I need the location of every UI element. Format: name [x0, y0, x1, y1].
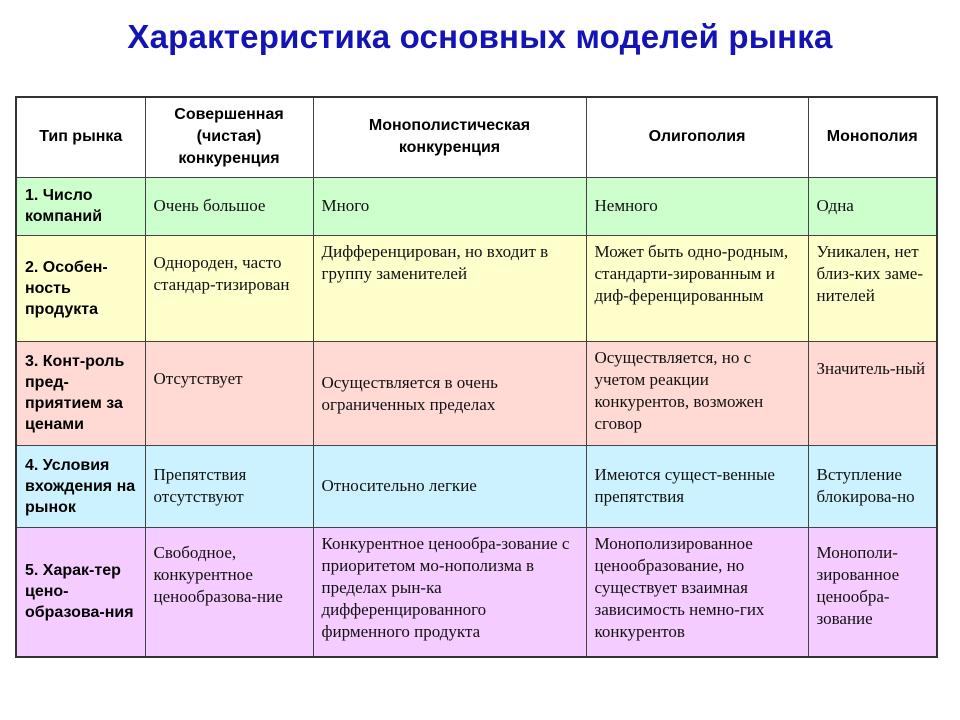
- row-label: 3. Конт-роль пред-приятием за ценами: [16, 341, 145, 445]
- row-label: 2. Особен-ность продукта: [16, 235, 145, 341]
- table-cell: Свободное, конкурентное ценообразова-ние: [145, 527, 313, 657]
- row-label: 4. Условия вхождения на рынок: [16, 445, 145, 527]
- header-monopoly: Монополия: [808, 97, 937, 177]
- page-title: Характеристика основных моделей рынка: [127, 18, 833, 55]
- table-cell: Монополизированное ценообразование, но существует взаимная зависимость немно-гих конкурентов: [586, 527, 808, 657]
- table-cell: Значитель-ный: [808, 341, 937, 445]
- table-row: [16, 235, 937, 341]
- table-cell: Уникален, нет близ-ких заме-нителей: [808, 235, 937, 341]
- row-label: 1. Число компаний: [16, 177, 145, 235]
- table-cell: Дифференцирован, но входит в группу заменителей: [313, 235, 586, 341]
- header-oligopoly: Олигополия: [586, 97, 808, 177]
- table-cell: Отсутствует: [145, 341, 313, 445]
- table-row: [16, 177, 937, 235]
- table-cell: Имеются сущест-венные препятствия: [586, 445, 808, 527]
- header-row: [16, 97, 937, 177]
- header-monopolistic-competition: Монополистическая конкуренция: [313, 97, 586, 177]
- table-cell: Одна: [808, 177, 937, 235]
- table-cell: Препятствия отсутствуют: [145, 445, 313, 527]
- table-cell: Относительно легкие: [313, 445, 586, 527]
- table-cell: Вступление блокирова-но: [808, 445, 937, 527]
- row-label: 5. Харак-тер цено-образова-ния: [16, 527, 145, 657]
- table-cell: Немного: [586, 177, 808, 235]
- header-perfect-competition: Совершенная (чистая) конкуренция: [145, 97, 313, 177]
- table-row: [16, 341, 937, 445]
- table-row: [16, 527, 937, 657]
- table-cell: Осуществляется в очень ограниченных пределах: [313, 341, 586, 445]
- table-cell: Может быть одно-родным, стандарти-зированным и диф-ференцированным: [586, 235, 808, 341]
- table-cell: Осуществляется, но с учетом реакции конкурентов, возможен сговор: [586, 341, 808, 445]
- table-cell: Много: [313, 177, 586, 235]
- market-models-table: [15, 96, 938, 658]
- table-cell: Однороден, часто стандар-тизирован: [145, 235, 313, 341]
- table-row: [16, 445, 937, 527]
- header-market-type: Тип рынка: [16, 97, 145, 177]
- table-cell: Конкурентное ценообра-зование с приоритетом мо-нополизма в пределах рын-ка дифференцированного фирменного продукта: [313, 527, 586, 657]
- table-cell: Очень большое: [145, 177, 313, 235]
- table-cell: Монополи-зированное ценообра-зование: [808, 527, 937, 657]
